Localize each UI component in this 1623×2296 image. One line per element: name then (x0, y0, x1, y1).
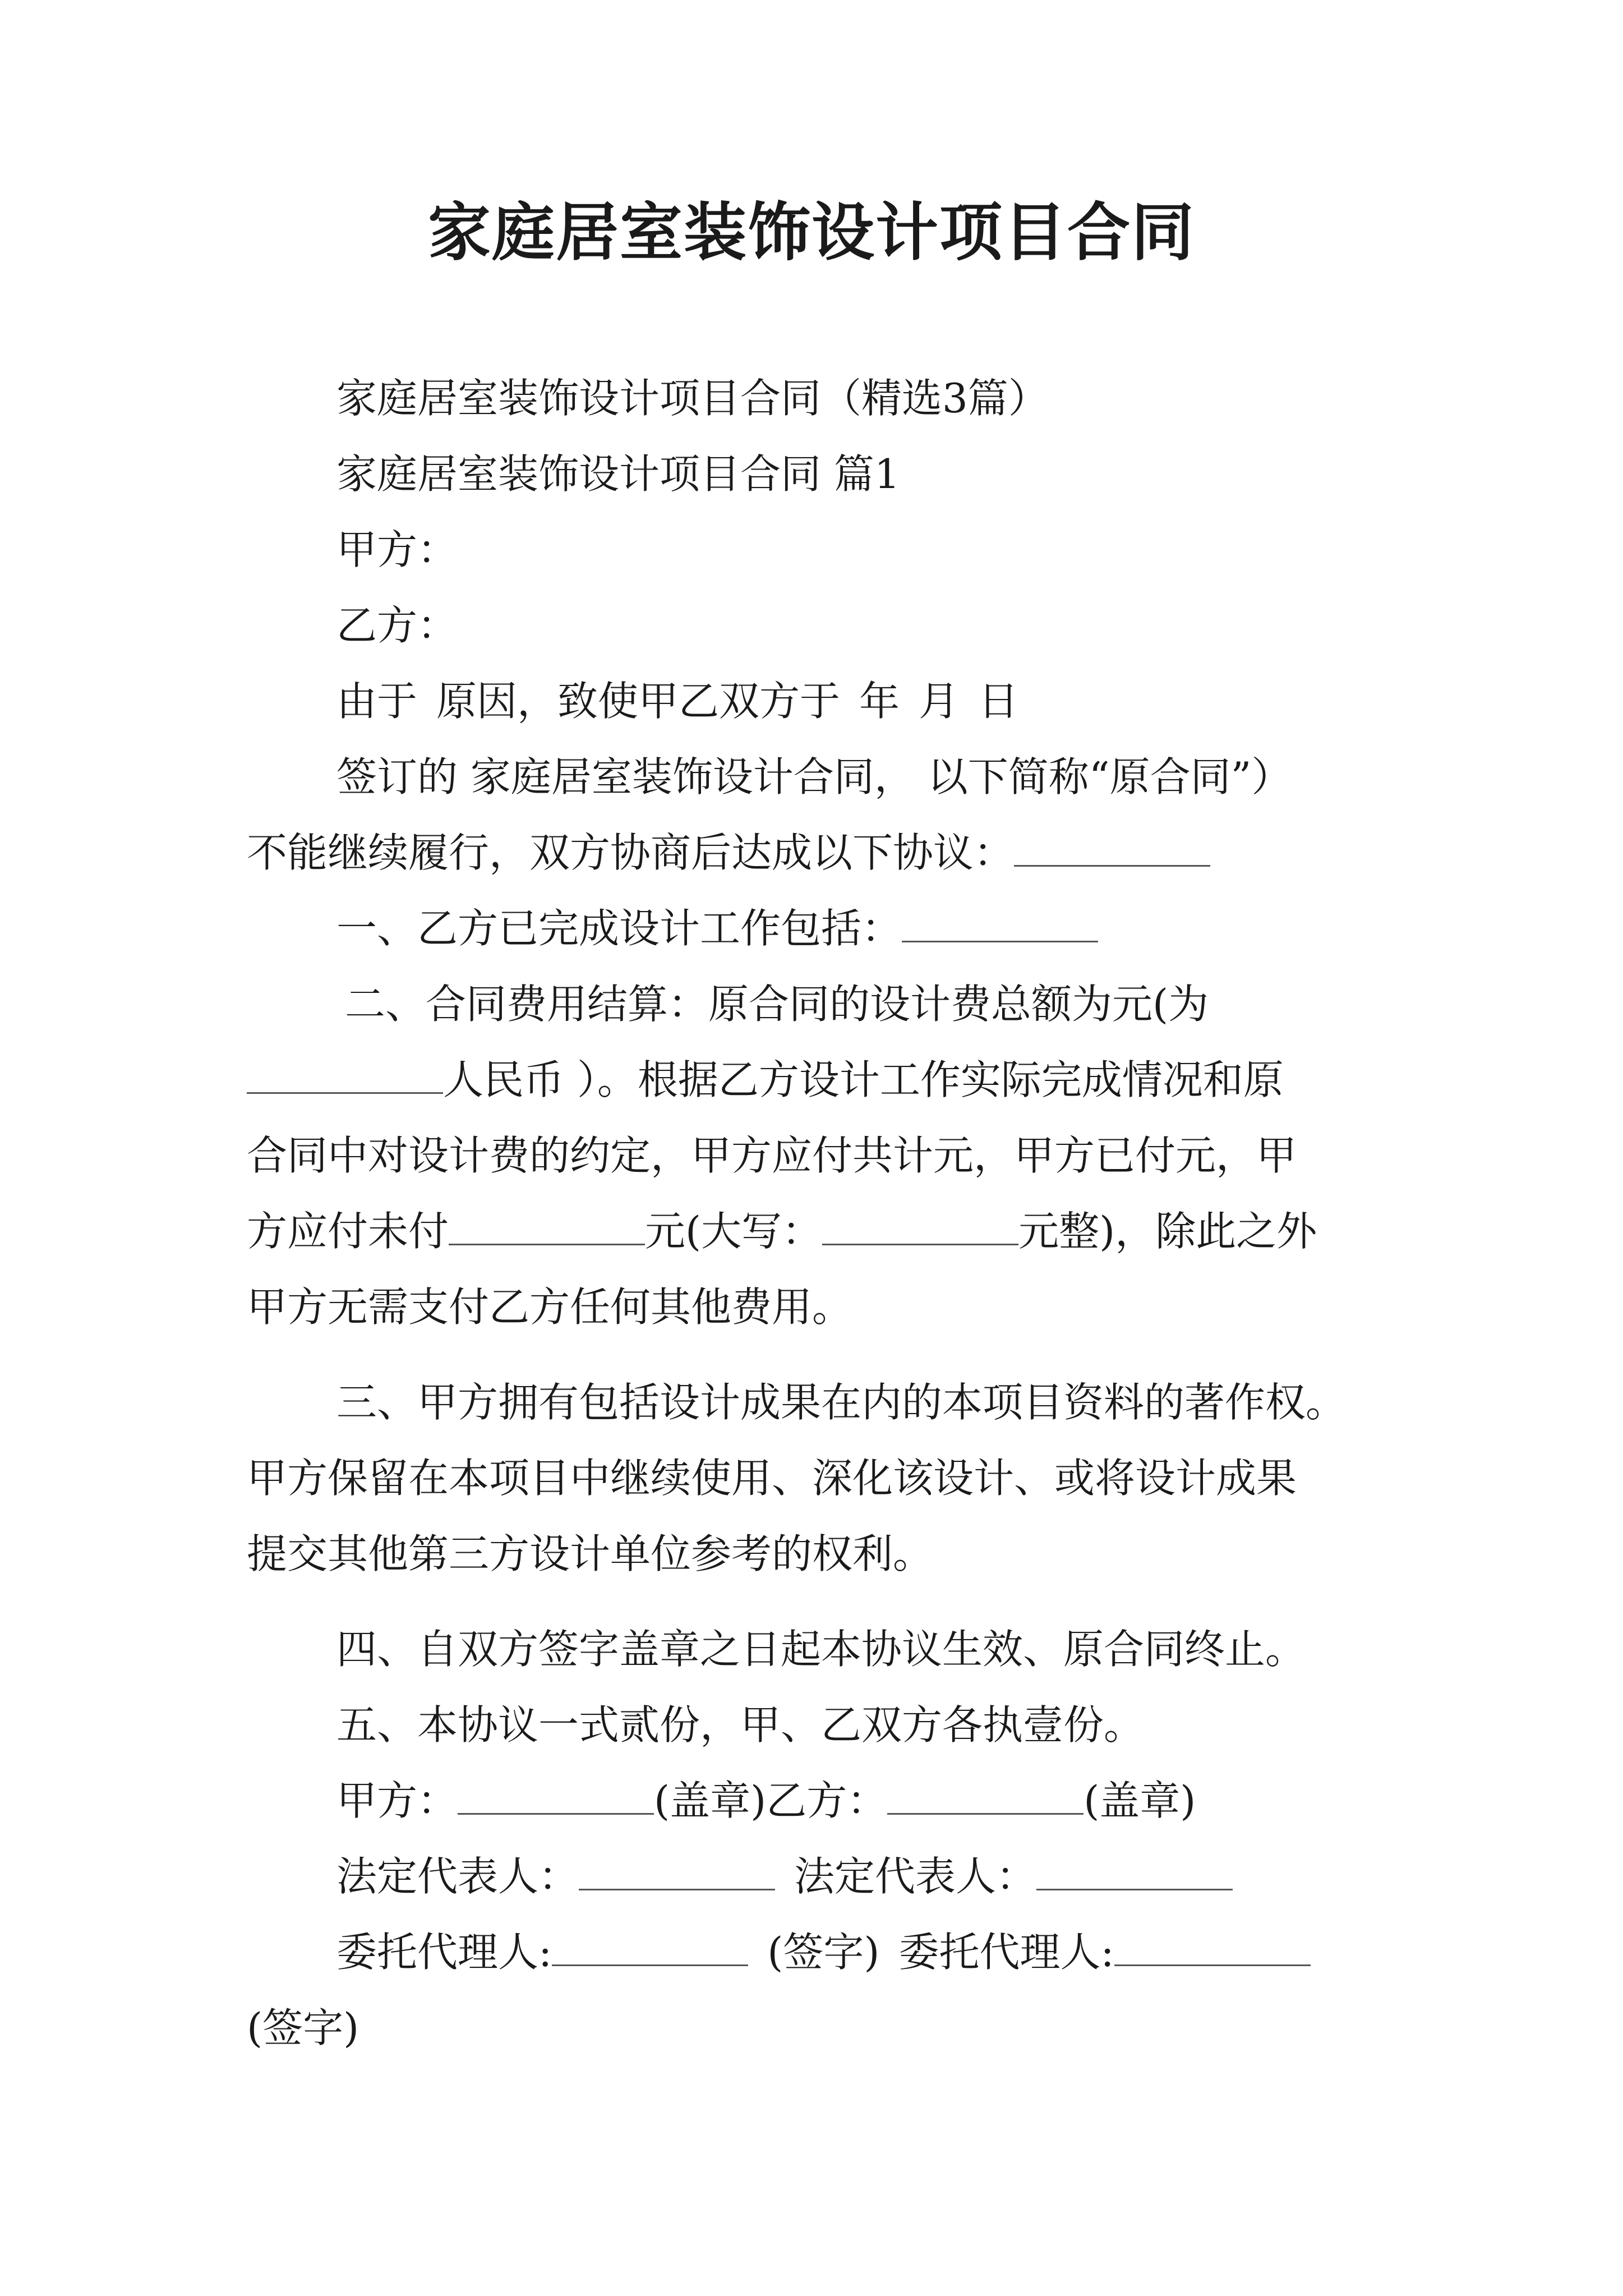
party-b-line: 乙方： (336, 602, 458, 649)
clause-2-line-2 (247, 1052, 1284, 1108)
clause-2-line-5: 甲方无需支付乙方任何其他费用。 (247, 1283, 853, 1331)
intro-text: 月 (919, 678, 960, 725)
clause-text: 元(大写： (645, 1208, 823, 1255)
blank-field (1014, 831, 1210, 867)
clause-text: 人民币 ）。根据乙方设计工作实际完成情况和原 (443, 1056, 1284, 1103)
blank-field (579, 1855, 775, 1890)
agent-sign-line: (签字) (247, 2004, 359, 2051)
blank-field (1114, 1931, 1311, 1966)
legal-representative-line (336, 1848, 1233, 1904)
sign-label: (签字) (767, 1929, 880, 1976)
blank-field (247, 1059, 443, 1094)
intro-text: 年 (859, 678, 900, 725)
blank-field (458, 1779, 654, 1815)
signature-label: 委托代理人: (898, 1929, 1114, 1976)
blank-field (887, 1779, 1083, 1815)
section-heading: 家庭居室装饰设计项目合同 篇1 (336, 450, 900, 498)
subtitle: 家庭居室装饰设计项目合同（精选3篇） (336, 375, 1049, 422)
seal-label: (盖章) (654, 1777, 767, 1824)
clause-2-line-3: 合同中对设计费的约定，甲方应付共计元，甲方已付元，甲 (247, 1132, 1297, 1179)
clause-3-line-2: 甲方保留在本项目中继续使用、深化该设计、或将设计成果 (247, 1455, 1297, 1502)
signature-label: 法定代表人： (794, 1853, 1037, 1900)
blank-field (552, 1931, 748, 1966)
blank-field (449, 1210, 645, 1245)
clause-4: 四、自双方签字盖章之日起本协议生效、原合同终止。 (336, 1626, 1306, 1673)
clause-3-line-1: 三、甲方拥有包括设计成果在内的本项目资料的著作权。 (336, 1379, 1347, 1426)
intro-line-3 (247, 825, 1210, 881)
signature-label: 甲方： (336, 1777, 458, 1824)
signature-label: 法定代表人： (336, 1853, 579, 1900)
blank-field (902, 907, 1098, 942)
clause-5: 五、本协议一式贰份，甲、乙双方各执壹份。 (336, 1701, 1145, 1749)
clause-text: 元整)，除此之外 (1018, 1208, 1317, 1255)
intro-text: 原因，致使甲乙双方于 (436, 678, 841, 725)
signature-label: 委托代理人: (336, 1929, 552, 1976)
party-a-line: 甲方： (336, 526, 458, 573)
signature-parties-line (336, 1773, 1196, 1829)
clause-text: 一、乙方已完成设计工作包括： (336, 905, 902, 952)
agent-line (336, 1924, 1311, 1980)
blank-field (1036, 1855, 1233, 1890)
intro-line-1 (336, 673, 1018, 729)
clause-2-line-1: 二、合同费用结算：原合同的设计费总额为元(为 (345, 981, 1209, 1028)
seal-label: (盖章) (1083, 1777, 1196, 1824)
signature-label: 乙方： (766, 1777, 888, 1824)
clause-1 (336, 900, 1098, 956)
blank-field (822, 1210, 1018, 1245)
clause-3-line-3: 提交其他第三方设计单位参考的权利。 (247, 1530, 934, 1577)
intro-text: 由于 (336, 678, 418, 725)
intro-text: 日 (978, 678, 1019, 725)
clause-2-line-4 (247, 1203, 1317, 1259)
clause-text: 方应付未付 (247, 1208, 449, 1255)
intro-line-2: 签订的 家庭居室装饰设计合同， 以下简称“原合同”） (336, 753, 1292, 800)
intro-text: 不能继续履行，双方协商后达成以下协议： (247, 829, 1015, 876)
document-title: 家庭居室装饰设计项目合同 (428, 196, 1195, 269)
